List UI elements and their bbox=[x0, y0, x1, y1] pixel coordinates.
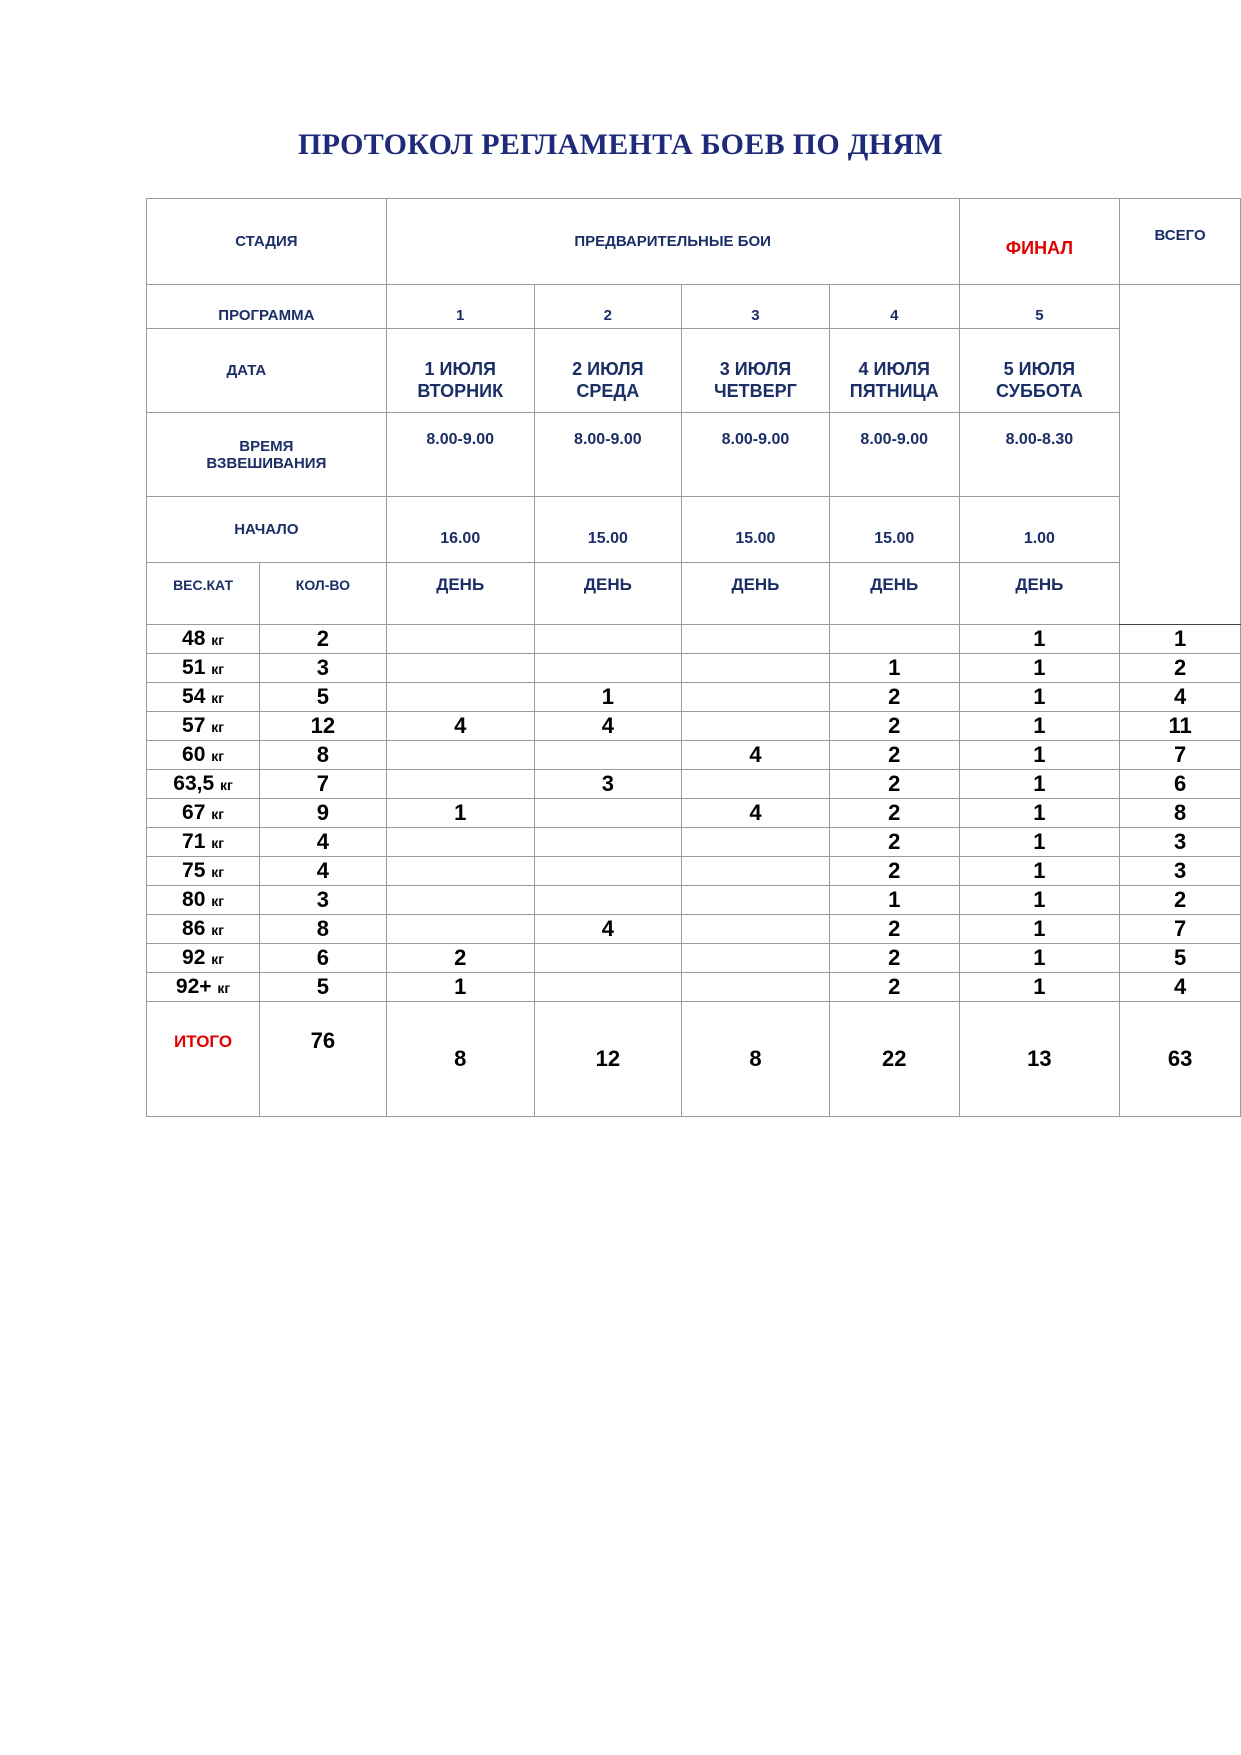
cell-final: 1 bbox=[959, 683, 1120, 712]
table-row bbox=[147, 712, 1241, 741]
date-label: ДАТА bbox=[147, 329, 387, 413]
weight-value: 92 bbox=[182, 946, 206, 969]
weight-value: 71 bbox=[182, 830, 206, 853]
day-5: ДЕНЬ bbox=[959, 563, 1120, 625]
stage-row bbox=[147, 199, 1241, 285]
cell-d3 bbox=[681, 770, 829, 799]
cell-final: 1 bbox=[959, 654, 1120, 683]
date-1: 1 ИЮЛЯ ВТОРНИК bbox=[386, 329, 534, 413]
cell-d2 bbox=[534, 828, 681, 857]
cell-count: 6 bbox=[260, 944, 387, 973]
cell-final: 1 bbox=[959, 799, 1120, 828]
cell-count: 5 bbox=[260, 683, 387, 712]
program-2: 2 bbox=[534, 285, 681, 329]
weight-unit: кг bbox=[211, 864, 225, 880]
cell-d2: 1 bbox=[534, 683, 681, 712]
totals-label: ИТОГО bbox=[147, 1002, 260, 1117]
cell-final: 1 bbox=[959, 741, 1120, 770]
total-header: ВСЕГО bbox=[1120, 199, 1241, 285]
table-row bbox=[147, 683, 1241, 712]
weight-category-cell bbox=[147, 770, 260, 799]
weigh-5: 8.00-8.30 bbox=[959, 413, 1120, 497]
stage-header: СТАДИЯ bbox=[147, 199, 387, 285]
weight-category-cell bbox=[147, 886, 260, 915]
weight-unit: кг bbox=[211, 951, 225, 967]
weight-category-cell bbox=[147, 625, 260, 654]
table-row bbox=[147, 944, 1241, 973]
cell-d4: 2 bbox=[829, 828, 959, 857]
weight-unit: кг bbox=[211, 806, 225, 822]
totals-count: 76 bbox=[260, 1002, 387, 1117]
page-title: ПРОТОКОЛ РЕГЛАМЕНТА БОЕВ ПО ДНЯМ bbox=[298, 128, 943, 161]
cell-count: 8 bbox=[260, 915, 387, 944]
cell-d3 bbox=[681, 886, 829, 915]
cell-d3 bbox=[681, 654, 829, 683]
start-2: 15.00 bbox=[534, 497, 681, 563]
cell-d4: 2 bbox=[829, 799, 959, 828]
weight-unit: кг bbox=[219, 777, 233, 793]
date-row bbox=[147, 329, 1241, 413]
program-5: 5 bbox=[959, 285, 1120, 329]
cell-total: 4 bbox=[1120, 973, 1241, 1002]
weight-category-cell bbox=[147, 683, 260, 712]
cell-d3: 4 bbox=[681, 741, 829, 770]
weight-category-cell bbox=[147, 944, 260, 973]
table-row bbox=[147, 741, 1241, 770]
weight-value: 57 bbox=[182, 714, 206, 737]
cell-count: 12 bbox=[260, 712, 387, 741]
cell-total: 8 bbox=[1120, 799, 1241, 828]
weight-unit: кг bbox=[211, 835, 225, 851]
cell-d3 bbox=[681, 712, 829, 741]
weight-category-cell bbox=[147, 973, 260, 1002]
weight-category-cell bbox=[147, 915, 260, 944]
cell-d1 bbox=[386, 741, 534, 770]
cell-count: 9 bbox=[260, 799, 387, 828]
start-1: 16.00 bbox=[386, 497, 534, 563]
weigh-row bbox=[147, 413, 1241, 497]
table-row bbox=[147, 886, 1241, 915]
cell-d2: 4 bbox=[534, 915, 681, 944]
cell-final: 1 bbox=[959, 973, 1120, 1002]
cell-d4: 1 bbox=[829, 886, 959, 915]
table-row bbox=[147, 973, 1241, 1002]
table-row bbox=[147, 625, 1241, 654]
day-2: ДЕНЬ bbox=[534, 563, 681, 625]
weight-category-cell bbox=[147, 828, 260, 857]
weight-value: 80 bbox=[182, 888, 206, 911]
cell-d1 bbox=[386, 770, 534, 799]
date-4: 4 ИЮЛЯ ПЯТНИЦА bbox=[829, 329, 959, 413]
table-row bbox=[147, 770, 1241, 799]
weight-category-cell bbox=[147, 857, 260, 886]
weight-unit: кг bbox=[211, 690, 225, 706]
weight-category-cell bbox=[147, 654, 260, 683]
cell-d1: 1 bbox=[386, 973, 534, 1002]
cell-d2 bbox=[534, 857, 681, 886]
start-4: 15.00 bbox=[829, 497, 959, 563]
cell-d3 bbox=[681, 944, 829, 973]
start-label: НАЧАЛО bbox=[147, 497, 387, 563]
cell-d1 bbox=[386, 625, 534, 654]
weight-unit: кг bbox=[217, 980, 231, 996]
day-3: ДЕНЬ bbox=[681, 563, 829, 625]
cell-count: 7 bbox=[260, 770, 387, 799]
weigh-2: 8.00-9.00 bbox=[534, 413, 681, 497]
cell-total: 11 bbox=[1120, 712, 1241, 741]
cell-d1 bbox=[386, 915, 534, 944]
cell-d1 bbox=[386, 886, 534, 915]
weight-unit: кг bbox=[211, 632, 225, 648]
cell-d3 bbox=[681, 915, 829, 944]
weight-unit: кг bbox=[211, 748, 225, 764]
cell-d3: 4 bbox=[681, 799, 829, 828]
cell-count: 2 bbox=[260, 625, 387, 654]
cell-d1: 1 bbox=[386, 799, 534, 828]
weight-unit: кг bbox=[211, 922, 225, 938]
cell-final: 1 bbox=[959, 712, 1120, 741]
program-label: ПРОГРАММА bbox=[147, 285, 387, 329]
data-rows bbox=[147, 625, 1241, 1002]
day-row bbox=[147, 563, 1241, 625]
weight-value: 60 bbox=[182, 743, 206, 766]
weight-category-cell bbox=[147, 712, 260, 741]
totals-d1: 8 bbox=[386, 1002, 534, 1117]
weight-value: 63,5 bbox=[173, 772, 215, 795]
cell-d2 bbox=[534, 799, 681, 828]
final-header: ФИНАЛ bbox=[959, 199, 1120, 285]
weigh-4: 8.00-9.00 bbox=[829, 413, 959, 497]
program-row bbox=[147, 285, 1241, 329]
program-3: 3 bbox=[681, 285, 829, 329]
weight-value: 48 bbox=[182, 627, 206, 650]
cell-final: 1 bbox=[959, 886, 1120, 915]
weigh-3: 8.00-9.00 bbox=[681, 413, 829, 497]
cell-final: 1 bbox=[959, 944, 1120, 973]
weight-value: 75 bbox=[182, 859, 206, 882]
cell-d2 bbox=[534, 944, 681, 973]
program-4: 4 bbox=[829, 285, 959, 329]
start-3: 15.00 bbox=[681, 497, 829, 563]
start-5: 1.00 bbox=[959, 497, 1120, 563]
day-1: ДЕНЬ bbox=[386, 563, 534, 625]
weight-value: 67 bbox=[182, 801, 206, 824]
cell-d4: 1 bbox=[829, 654, 959, 683]
schedule-table-wrap bbox=[146, 198, 1241, 1117]
date-2: 2 ИЮЛЯ СРЕДА bbox=[534, 329, 681, 413]
weight-value: 51 bbox=[182, 656, 206, 679]
totals-row bbox=[147, 1002, 1241, 1117]
cell-d4: 2 bbox=[829, 857, 959, 886]
totals-final: 13 bbox=[959, 1002, 1120, 1117]
cell-total: 7 bbox=[1120, 915, 1241, 944]
cell-final: 1 bbox=[959, 828, 1120, 857]
date-5: 5 ИЮЛЯ СУББОТА bbox=[959, 329, 1120, 413]
cell-total: 6 bbox=[1120, 770, 1241, 799]
cell-d1: 2 bbox=[386, 944, 534, 973]
totals-d4: 22 bbox=[829, 1002, 959, 1117]
cell-total: 4 bbox=[1120, 683, 1241, 712]
totals-d3: 8 bbox=[681, 1002, 829, 1117]
weigh-1: 8.00-9.00 bbox=[386, 413, 534, 497]
cell-count: 3 bbox=[260, 886, 387, 915]
cell-d2 bbox=[534, 625, 681, 654]
weight-unit: кг bbox=[211, 893, 225, 909]
cell-count: 5 bbox=[260, 973, 387, 1002]
cell-final: 1 bbox=[959, 915, 1120, 944]
cell-d4: 2 bbox=[829, 712, 959, 741]
day-4: ДЕНЬ bbox=[829, 563, 959, 625]
cell-total: 5 bbox=[1120, 944, 1241, 973]
cell-d2 bbox=[534, 741, 681, 770]
cell-d1 bbox=[386, 857, 534, 886]
cell-total: 3 bbox=[1120, 828, 1241, 857]
cell-d2 bbox=[534, 973, 681, 1002]
table-row bbox=[147, 654, 1241, 683]
table-row bbox=[147, 799, 1241, 828]
cell-total: 7 bbox=[1120, 741, 1241, 770]
weight-category-cell bbox=[147, 799, 260, 828]
cell-count: 3 bbox=[260, 654, 387, 683]
cell-count: 4 bbox=[260, 828, 387, 857]
table-row bbox=[147, 915, 1241, 944]
cell-d4: 2 bbox=[829, 915, 959, 944]
cell-d1 bbox=[386, 828, 534, 857]
cell-final: 1 bbox=[959, 770, 1120, 799]
cell-d2: 3 bbox=[534, 770, 681, 799]
count-header: КОЛ-ВО bbox=[260, 563, 387, 625]
weight-unit: кг bbox=[211, 719, 225, 735]
cell-total: 3 bbox=[1120, 857, 1241, 886]
prelim-header: ПРЕДВАРИТЕЛЬНЫЕ БОИ bbox=[386, 199, 959, 285]
totals-total: 63 bbox=[1120, 1002, 1241, 1117]
cell-d4: 2 bbox=[829, 683, 959, 712]
program-1: 1 bbox=[386, 285, 534, 329]
cell-d4 bbox=[829, 625, 959, 654]
cell-d3 bbox=[681, 828, 829, 857]
cell-total: 2 bbox=[1120, 886, 1241, 915]
totals-d2: 12 bbox=[534, 1002, 681, 1117]
weigh-label: ВРЕМЯ ВЗВЕШИВАНИЯ bbox=[147, 413, 387, 497]
weight-value: 86 bbox=[182, 917, 206, 940]
cell-d2 bbox=[534, 654, 681, 683]
date-3: 3 ИЮЛЯ ЧЕТВЕРГ bbox=[681, 329, 829, 413]
cell-d3 bbox=[681, 625, 829, 654]
total-header-spacer bbox=[1120, 285, 1241, 625]
cell-d3 bbox=[681, 973, 829, 1002]
weight-value: 54 bbox=[182, 685, 206, 708]
weight-category-cell bbox=[147, 741, 260, 770]
cell-final: 1 bbox=[959, 857, 1120, 886]
cell-d4: 2 bbox=[829, 741, 959, 770]
cell-d4: 2 bbox=[829, 770, 959, 799]
schedule-table bbox=[146, 198, 1241, 1117]
cell-count: 8 bbox=[260, 741, 387, 770]
cell-d1 bbox=[386, 683, 534, 712]
weight-cat-header: ВЕС.КАТ bbox=[147, 563, 260, 625]
cell-d2: 4 bbox=[534, 712, 681, 741]
cell-final: 1 bbox=[959, 625, 1120, 654]
cell-d4: 2 bbox=[829, 944, 959, 973]
table-row bbox=[147, 857, 1241, 886]
cell-d4: 2 bbox=[829, 973, 959, 1002]
cell-total: 1 bbox=[1120, 625, 1241, 654]
cell-count: 4 bbox=[260, 857, 387, 886]
weight-unit: кг bbox=[211, 661, 225, 677]
cell-d3 bbox=[681, 857, 829, 886]
cell-d2 bbox=[534, 886, 681, 915]
table-row bbox=[147, 828, 1241, 857]
cell-d1: 4 bbox=[386, 712, 534, 741]
cell-d1 bbox=[386, 654, 534, 683]
cell-d3 bbox=[681, 683, 829, 712]
start-row bbox=[147, 497, 1241, 563]
weight-value: 92+ bbox=[175, 975, 212, 998]
cell-total: 2 bbox=[1120, 654, 1241, 683]
